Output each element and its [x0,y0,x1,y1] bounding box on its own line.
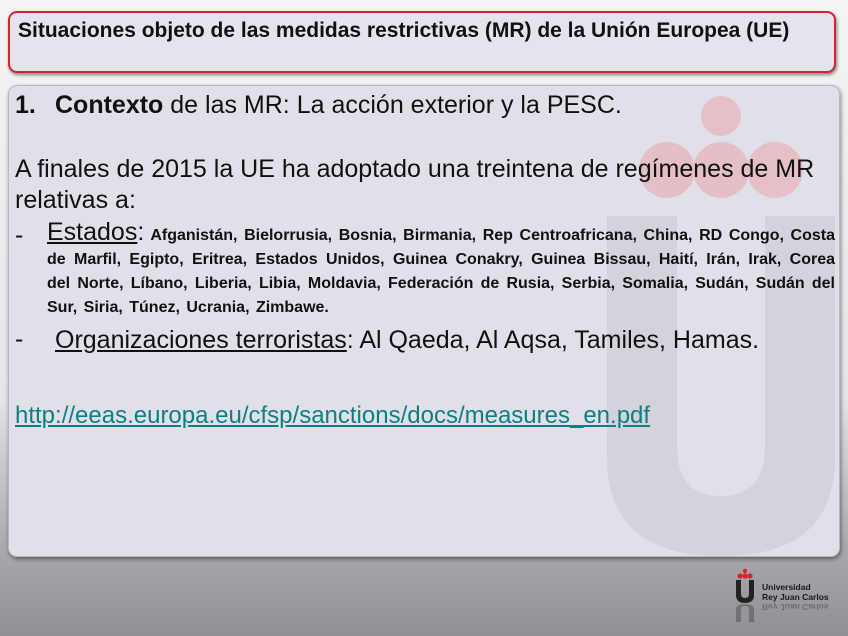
list-bullet: - [15,221,24,249]
urjc-logo [734,568,842,630]
list-item-label: Organizaciones terroristas [55,326,347,354]
section-heading-bold: Contexto [55,91,164,119]
list-item-body [47,324,835,357]
urjc-logo-icon [734,568,756,626]
list-item-text: Al Qaeda, Al Aqsa, Tamiles, Hamas. [353,326,760,354]
content-text [15,90,835,431]
sanctions-document-link[interactable]: http://eeas.europa.eu/cfsp/sanctions/docs/measures_en.pdf [15,402,651,429]
list-item-organizaciones [15,324,835,357]
list-item-separator: : [137,218,145,246]
section-number: 1. [15,91,36,119]
section-heading-rest: de las MR: La acción exterior y la PESC. [163,91,622,119]
intro-paragraph: A finales de 2015 la UE ha adoptado una treintena de regímenes de MR relativas a: [15,155,815,214]
slide-title [8,11,836,73]
list-item-label: Estados [47,218,138,246]
logo-line-2-reflection: Rey Juan Carlos [762,602,829,612]
logo-line-2: Rey Juan Carlos [762,592,829,602]
list-bullet: - [15,325,24,353]
content-panel [8,85,840,557]
list-item-text: Afganistán, Bielorrusia, Bosnia, Birmania, Rep Centroafricana, China, RD Congo, Costa de Marfil, Egipto, Eritrea, Estados Unidos, Guinea Conakry, Guinea Bissau, Haití, Irán, Irak, Corea del Norte, Líbano, Liberia, Libia, Moldavia, Federación de Rusia, Serbia, Somalia, Sudán, Sudán del Sur, Siria, Túnez, Ucrania, Zimbawe. [47,227,835,316]
list-item-estados [15,220,835,320]
slide-title-text: Situaciones objeto de las medidas restrictivas (MR) de la Unión Europea (UE) [18,19,790,42]
logo-line-1: Universidad [762,582,811,592]
list-item-separator: : [346,326,354,354]
list-item-body [47,220,835,320]
section-heading [15,90,835,120]
urjc-logo-text [762,582,829,612]
